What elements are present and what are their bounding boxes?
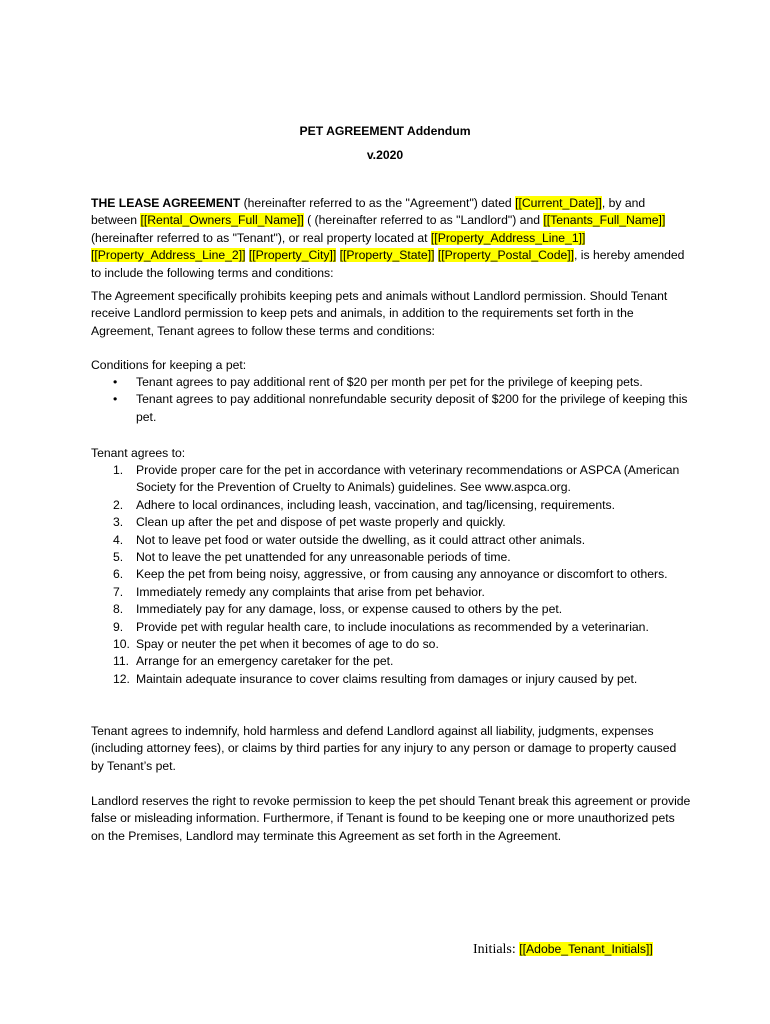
agree-item <box>91 601 691 618</box>
agree-item-text: Not to leave pet food or water outside the dwelling, as it could attract other animals. <box>136 532 586 547</box>
agree-item-text: Immediately pay for any damage, loss, or expense caused to others by the pet. <box>136 602 563 617</box>
intro-text-1: (hereinafter referred to as the "Agreement") dated <box>240 196 516 210</box>
agree-item-number: 5. <box>113 550 124 565</box>
tenant-agrees-heading: Tenant agrees to: <box>91 446 186 460</box>
initials-label: Initials: <box>473 942 520 957</box>
agree-item-number: 3. <box>113 515 124 530</box>
revoke-paragraph: Landlord reserves the right to revoke permission to keep the pet should Tenant break this agreement or provide false or misleading information. Furthermore, if Tenant is found to be keeping one or more unauthorized pets on the Premises, Landlord may terminate this Agreement as set forth in the Agreement. <box>91 794 691 843</box>
agree-item-number: 8. <box>113 602 124 617</box>
agree-item-text: Spay or neuter the pet when it becomes of age to do so. <box>136 637 439 652</box>
agree-item-text: Provide proper care for the pet in accordance with veterinary recommendations or ASPCA (American Society for the Prevention of Cruelty to Animals) guidelines. See www.aspca.org. <box>136 463 680 495</box>
agree-item <box>91 636 691 653</box>
agree-item <box>91 584 691 601</box>
conditions-list <box>91 374 691 426</box>
intro-text-3: ( (hereinafter referred to as "Landlord") and <box>303 213 544 228</box>
property-address-line-2-field[interactable]: [[Property_Address_Line_2]] <box>91 248 246 263</box>
agree-item <box>91 497 691 514</box>
prohibits-paragraph: The Agreement specifically prohibits keeping pets and animals without Landlord permission. Should Tenant receive Landlord permission to keep pets and animals, in addition to the requirements set forth in the Agreement, Tenant agrees to follow these terms and conditions: <box>91 289 668 338</box>
agree-item-number: 1. <box>113 463 124 477</box>
intro-text-4: (hereinafter referred to as "Tenant"), or real property located at <box>91 230 431 245</box>
agree-item-number: 12. <box>113 671 130 686</box>
agree-item <box>91 566 691 583</box>
agree-item <box>91 671 691 688</box>
agree-item-text: Clean up after the pet and dispose of pet waste properly and quickly. <box>136 515 506 530</box>
condition-item: • Tenant agrees to pay additional rent of $20 per month per pet for the privilege of keeping pets. <box>91 374 691 391</box>
agree-item-number: 10. <box>113 637 130 652</box>
agree-item-text: Adhere to local ordinances, including leash, vaccination, and tag/licensing, requirements. <box>136 497 615 512</box>
agree-item-text: Maintain adequate insurance to cover claims resulting from damages or injury caused by pet. <box>136 671 638 686</box>
agree-item-text: Keep the pet from being noisy, aggressive, or from causing any annoyance or discomfort to others. <box>136 567 668 582</box>
rental-owner-name-field[interactable]: [[Rental_Owners_Full_Name]] <box>140 213 304 228</box>
property-postal-code-field[interactable]: [[Property_Postal_Code]] <box>437 248 575 263</box>
agree-item-number: 11. <box>113 654 130 669</box>
intro-paragraph <box>91 195 691 282</box>
agree-item-text: Immediately remedy any complaints that arise from pet behavior. <box>136 584 485 599</box>
intro-text-5: , is hereby amended to include the following terms and conditions: <box>91 248 685 280</box>
lease-agreement-label: THE LEASE AGREEMENT <box>91 196 241 210</box>
agree-item-text: Arrange for an emergency caretaker for the pet. <box>136 654 394 669</box>
intro-text-2: , by and between <box>91 196 646 228</box>
agree-item-text: Provide pet with regular health care, to include inoculations as recommended by a veterinarian. <box>136 619 649 634</box>
current-date-field[interactable]: [[Current_Date]] <box>515 196 602 210</box>
property-state-field[interactable]: [[Property_State]] <box>339 248 435 263</box>
tenant-name-field[interactable]: [[Tenants_Full_Name]] <box>543 213 666 228</box>
agree-item-number: 6. <box>113 567 124 582</box>
agree-item-number: 7. <box>113 584 124 599</box>
agree-item <box>91 549 691 566</box>
initials-line <box>473 941 653 958</box>
conditions-heading: Conditions for keeping a pet: <box>91 358 247 372</box>
agree-item <box>91 514 691 531</box>
agree-item <box>91 619 691 636</box>
agree-item <box>91 462 691 497</box>
agree-item-number: 4. <box>113 532 124 547</box>
property-address-line-1-field[interactable]: [[Property_Address_Line_1]] <box>430 230 586 245</box>
agree-item-number: 9. <box>113 619 124 634</box>
condition-item: • Tenant agrees to pay additional nonrefundable security deposit of $200 for the privilege of keeping this pet. <box>91 391 691 426</box>
tenant-initials-field[interactable]: [[Adobe_Tenant_Initials]] <box>519 942 653 956</box>
agree-item <box>91 532 691 549</box>
indemnify-paragraph: Tenant agrees to indemnify, hold harmless and defend Landlord against all liability, judgments, expenses (including attorney fees), or claims by third parties for any injury to any person or damage to property caused by Tenant’s pet. <box>91 724 677 773</box>
property-city-field[interactable]: [[Property_City]] <box>248 248 337 263</box>
agree-item <box>91 653 691 670</box>
agree-item-text: Not to leave the pet unattended for any unreasonable periods of time. <box>136 550 511 565</box>
agree-item-number: 2. <box>113 497 124 512</box>
document-title: PET AGREEMENT Addendum <box>299 124 471 138</box>
tenant-agrees-list <box>91 462 691 688</box>
document-version: v.2020 <box>366 148 404 162</box>
